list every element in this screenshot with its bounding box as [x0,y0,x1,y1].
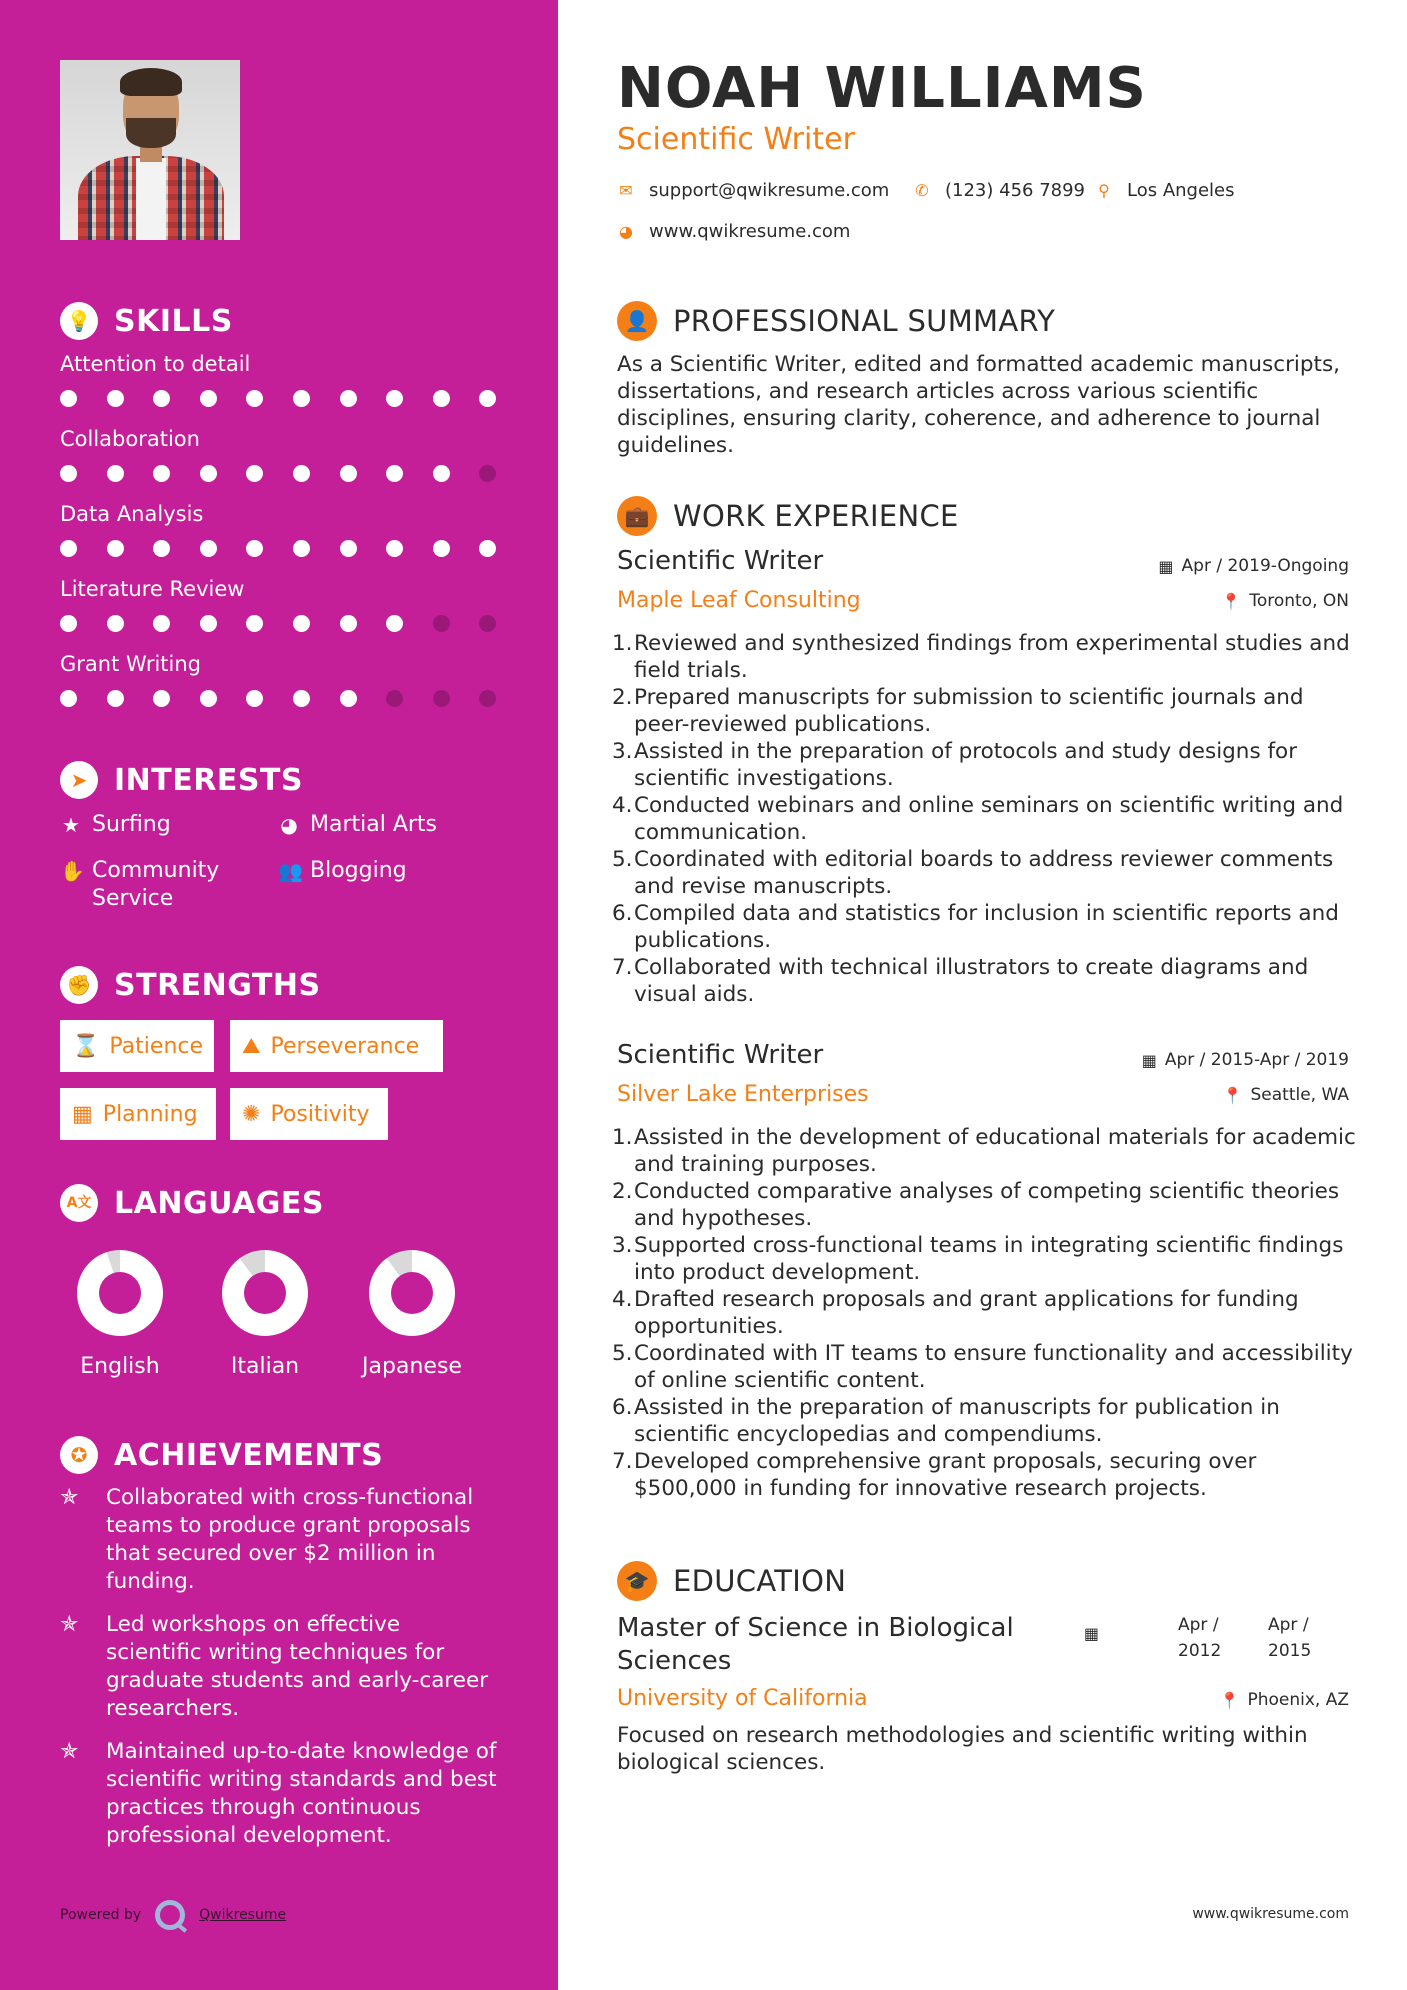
achievements-title: ACHIEVEMENTS [114,1437,384,1473]
rating-dot [60,390,77,407]
skill-name: Literature Review [60,577,245,601]
candidate-role: Scientific Writer [617,122,855,157]
skill-rating [60,465,500,485]
achievement-item: ✯ Led workshops on effective scientific writing techniques for graduate students and early-career researchers. [60,1612,489,1721]
job-bullet [612,846,1357,900]
job-title: Scientific Writer [617,546,824,576]
bullet-number: 4. [612,793,633,818]
rating-dot [340,690,357,707]
rating-dot [107,540,124,557]
job-location: 📍 Seattle, WA [1222,1085,1349,1105]
pin-icon: 📍 [1219,1690,1240,1710]
rating-dot [60,615,77,632]
graduation-cap-icon: 🎓 [617,1561,657,1601]
rating-dot [433,390,450,407]
skill-rating [60,540,500,560]
strength-badge: ✺ Positivity [230,1088,388,1140]
footer-url[interactable]: www.qwikresume.com [1192,1906,1349,1922]
rating-dot [386,540,403,557]
contact-email[interactable]: ✉ support@qwikresume.com [617,180,889,201]
language-name: Italian [230,1354,300,1379]
rating-dot [340,540,357,557]
pin-icon: 📍 [1221,591,1242,611]
paper-plane-icon: ➤ [60,761,98,799]
rating-dot [386,690,403,707]
language-proficiency-ring [77,1250,163,1336]
rating-dot [246,465,263,482]
skill-item [60,352,500,410]
skill-name: Attention to detail [60,352,251,376]
bullet-number: 2. [612,685,633,710]
user-icon: 👤 [617,301,657,341]
bullet-number: 7. [612,1449,633,1474]
bullet-number: 6. [612,901,633,926]
rating-dot [200,540,217,557]
job-bullet [612,900,1357,954]
bullet-number: 3. [612,1233,633,1258]
bullet-number: 2. [612,1179,633,1204]
skill-item [60,427,500,485]
interests-heading [60,761,303,799]
skill-name: Collaboration [60,427,200,451]
job-bullet [612,1340,1357,1394]
rating-dot [200,690,217,707]
strength-badge: ▦ Planning [60,1088,216,1140]
job-title: Scientific Writer [617,1040,824,1070]
candidate-name: NOAH WILLIAMS [617,56,1147,121]
language-name: English [80,1354,160,1379]
languages-title: LANGUAGES [114,1185,324,1221]
globe-icon: ◕ [619,222,633,241]
calendar-icon: ▦ [1141,1050,1157,1070]
shooting-star-icon: ✯ [60,1485,79,1510]
rating-dot [246,690,263,707]
bullet-text: Coordinated with editorial boards to address reviewer comments and revise manuscripts. [634,847,1334,899]
job-bullet [612,738,1357,792]
bullet-text: Assisted in the preparation of protocols and study designs for scientific investigations. [634,739,1298,791]
skill-rating [60,390,500,410]
language-item [347,1250,477,1379]
rating-dot [479,465,496,482]
interest-item [278,811,437,839]
skill-name: Grant Writing [60,652,201,676]
strength-badge: ⌛ Patience [60,1020,214,1072]
phone-icon: ✆ [915,181,929,200]
strength-badge: ⛰ Perseverance [230,1020,443,1072]
bullet-number: 3. [612,739,633,764]
skills-title: SKILLS [114,303,233,339]
language-item [55,1250,185,1379]
calendar-icon: ▦ [1158,556,1174,576]
job-bullet [612,630,1357,684]
contact-website[interactable]: ◕ www.qwikresume.com [617,221,850,242]
interest-label: Surfing [92,812,171,837]
summary-heading: 👤 PROFESSIONAL SUMMARY [617,301,1055,341]
rating-dot [433,465,450,482]
skill-rating [60,690,500,710]
bullet-text: Developed comprehensive grant proposals, securing over $500,000 in funding for innovative research projects. [634,1449,1257,1501]
job-bullets [612,630,1357,1008]
road-icon: ⛰ [242,1033,261,1059]
job-bullet [612,1178,1357,1232]
education-description: Focused on research methodologies and scientific writing within biological sciences. [617,1723,1308,1775]
translate-icon: A文 [60,1184,98,1222]
bullet-number: 1. [612,631,633,656]
job-bullet [612,1232,1357,1286]
job-bullet [612,954,1357,1008]
powered-by: Powered by Qwikresume [60,1900,286,1930]
hand-icon: ✋ [60,859,85,883]
skill-item [60,502,500,560]
languages-heading [60,1184,324,1222]
skill-name: Data Analysis [60,502,204,526]
job-bullet [612,1394,1357,1448]
calendar-icon-wrap [1084,1624,1099,1643]
bullet-number: 4. [612,1287,633,1312]
interest-label: Martial Arts [310,812,438,837]
qwikresume-link[interactable]: Qwikresume [199,1907,287,1923]
star-badge-icon: ✪ [60,1436,98,1474]
rating-dot [246,390,263,407]
rating-dot [340,615,357,632]
rating-dot [386,465,403,482]
bullet-number: 7. [612,955,633,980]
rating-dot [293,540,310,557]
language-proficiency-ring [369,1250,455,1336]
hourglass-icon: ⌛ [72,1033,100,1059]
rating-dot [107,390,124,407]
rating-dot [479,390,496,407]
bullet-number: 5. [612,847,633,872]
strengths-title: STRENGTHS [114,967,321,1003]
job-bullets [612,1124,1357,1502]
job-date: ▦ Apr / 2019-Ongoing [1158,556,1349,576]
users-icon: 👥 [278,859,303,883]
map-pin-icon: ⚲ [1098,181,1110,200]
edu-start-date: Apr / 2012 [1178,1615,1222,1661]
bullet-number: 1. [612,1125,633,1150]
rating-dot [153,690,170,707]
job-company: Maple Leaf Consulting [617,588,861,613]
bullet-text: Prepared manuscripts for submission to scientific journals and peer-reviewed publications. [634,685,1304,737]
rating-dot [60,465,77,482]
rating-dot [200,465,217,482]
rating-dot [246,540,263,557]
rating-dot [153,465,170,482]
calendar-icon: ▦ [72,1101,93,1127]
rating-dot [386,390,403,407]
job-bullet [612,792,1357,846]
bullet-number: 6. [612,1395,633,1420]
bullet-text: Compiled data and statistics for inclusion in scientific reports and publications. [634,901,1339,953]
fist-icon: ✊ [60,966,98,1004]
shooting-star-icon: ✯ [60,1739,79,1764]
rating-dot [479,690,496,707]
interest-item [60,811,171,839]
interest-item [278,857,407,885]
skill-item [60,652,500,710]
contact-phone[interactable]: ✆ (123) 456 7899 [913,180,1085,201]
skills-heading [60,302,233,340]
rating-dot [153,540,170,557]
rating-dot [153,615,170,632]
language-name: Japanese [362,1354,462,1379]
pin-icon: 📍 [1222,1085,1243,1105]
rating-dot [479,540,496,557]
experience-heading: 💼 WORK EXPERIENCE [617,496,959,536]
qwikresume-logo-icon [155,1900,185,1930]
education-heading: 🎓 EDUCATION [617,1561,846,1601]
job-location: 📍 Toronto, ON [1221,591,1349,611]
envelope-icon: ✉ [619,181,633,200]
bullet-text: Assisted in the development of educational materials for academic and training purposes. [634,1125,1356,1177]
skill-item [60,577,500,635]
strengths-heading [60,966,321,1004]
interest-label: Blogging [310,858,407,883]
rating-dot [340,390,357,407]
rating-dot [60,540,77,557]
globe-icon: ◕ [280,813,298,837]
rating-dot [293,390,310,407]
rating-dot [293,615,310,632]
rating-dot [60,690,77,707]
language-item [200,1250,330,1379]
rating-dot [107,465,124,482]
interests-title: INTERESTS [114,762,303,798]
bullet-text: Assisted in the preparation of manuscripts for publication in scientific encyclopedias and compendiums. [634,1395,1280,1447]
briefcase-icon: 💼 [617,496,657,536]
rating-dot [433,540,450,557]
skill-rating [60,615,500,635]
rating-dot [340,465,357,482]
rating-dot [246,615,263,632]
contact-location: ⚲ Los Angeles [1095,180,1235,201]
bullet-text: Conducted webinars and online seminars on scientific writing and communication. [634,793,1344,845]
degree-title: Master of Science in Biological Sciences [617,1613,1014,1676]
job-company: Silver Lake Enterprises [617,1082,869,1107]
profile-photo [60,60,240,240]
rating-dot [433,615,450,632]
language-proficiency-ring [222,1250,308,1336]
job-bullet [612,1448,1357,1502]
calendar-icon: ▦ [1083,1624,1099,1643]
shooting-star-icon: ✯ [60,1612,79,1637]
bullet-text: Drafted research proposals and grant applications for funding opportunities. [634,1287,1299,1339]
rating-dot [293,690,310,707]
star-icon: ★ [62,813,80,837]
interest-item [60,857,260,913]
job-date: ▦ Apr / 2015-Apr / 2019 [1141,1050,1349,1070]
bullet-text: Coordinated with IT teams to ensure functionality and accessibility of online scientific content. [634,1341,1353,1393]
bullet-text: Reviewed and synthesized findings from experimental studies and field trials. [634,631,1350,683]
rating-dot [107,690,124,707]
sidebar [0,0,558,1990]
bullet-text: Conducted comparative analyses of competing scientific theories and hypotheses. [634,1179,1340,1231]
rating-dot [200,615,217,632]
school-name: University of California [617,1686,868,1711]
rating-dot [479,615,496,632]
rating-dot [200,390,217,407]
achievement-item: ✯ Collaborated with cross-functional teams to produce grant proposals that secured over $2 million in funding. [60,1485,474,1594]
edu-end-date: Apr / 2015 [1268,1615,1312,1661]
job-bullet [612,1124,1357,1178]
bullet-text: Collaborated with technical illustrators to create diagrams and visual aids. [634,955,1309,1007]
bullet-number: 5. [612,1341,633,1366]
rating-dot [107,615,124,632]
sun-icon: ✺ [242,1101,261,1127]
lightbulb-icon: 💡 [60,302,98,340]
achievement-item: ✯ Maintained up-to-date knowledge of scientific writing standards and best practices through continuous professional development. [60,1739,497,1848]
rating-dot [153,390,170,407]
interest-label: Community Service [92,858,220,911]
rating-dot [386,615,403,632]
summary-text: As a Scientific Writer, edited and formatted academic manuscripts, dissertations, and research articles across various scientific disciplines, ensuring clarity, coherence, and adherence to journal guidelines. [617,352,1341,458]
bullet-text: Supported cross-functional teams in integrating scientific findings into product development. [634,1233,1344,1285]
edu-location: 📍 Phoenix, AZ [1219,1690,1349,1710]
job-bullet [612,1286,1357,1340]
job-bullet [612,684,1357,738]
rating-dot [433,690,450,707]
achievements-heading [60,1436,383,1474]
rating-dot [293,465,310,482]
